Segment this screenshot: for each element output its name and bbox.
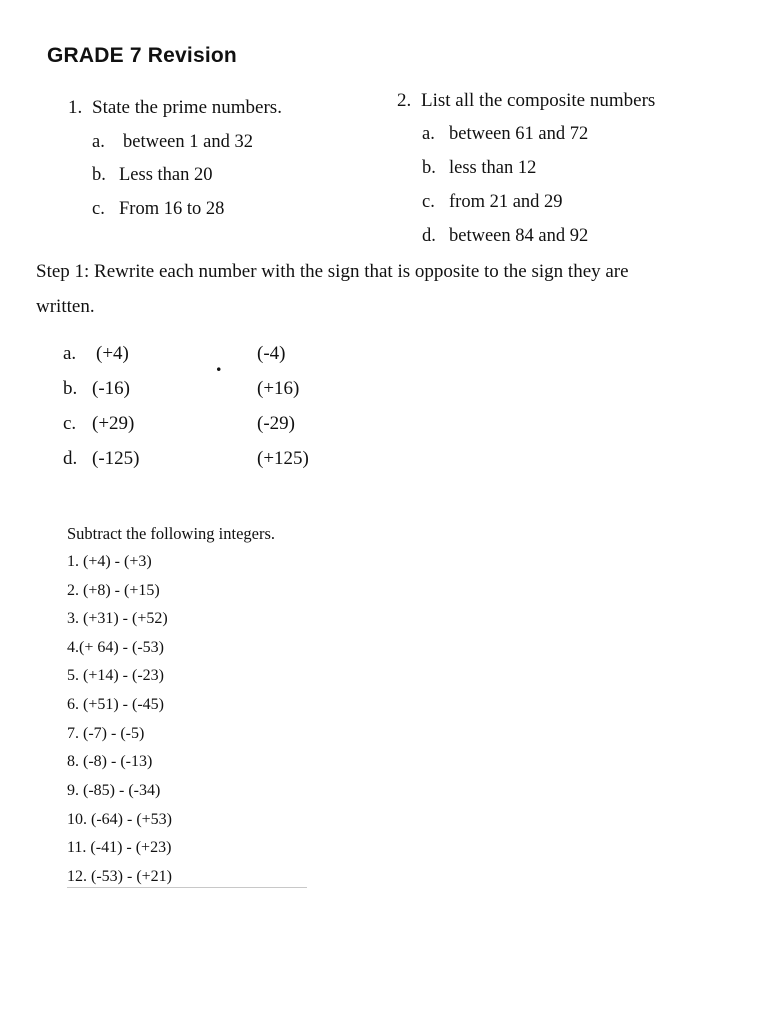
pair-b-given (63, 378, 130, 400)
pair-a-answer: (-4) (257, 343, 286, 364)
subtraction-problem-11: 11. (-41) - (+23) (67, 839, 172, 856)
subtraction-problem-2: 2. (+8) - (+15) (67, 582, 160, 599)
item-letter: b. (422, 158, 436, 178)
subtraction-problem-1: 1. (+4) - (+3) (67, 553, 152, 570)
pair-letter: d. (63, 448, 78, 469)
pair-letter: c. (63, 413, 77, 434)
item-text: between 84 and 92 (449, 226, 589, 246)
step-1-line-1: Step 1: Rewrite each number with the sign that is opposite to the sign they are (36, 261, 629, 282)
item-letter: a. (422, 124, 435, 144)
subtraction-problem-5: 5. (+14) - (-23) (67, 667, 164, 684)
pair-given-value: (+4) (96, 343, 129, 364)
page-title: GRADE 7 Revision (47, 44, 237, 67)
subtraction-problem-3: 3. (+31) - (+52) (67, 610, 168, 627)
stray-dot-mark: . (216, 351, 222, 376)
item-text: Less than 20 (119, 165, 213, 185)
question-1-number: 1. (68, 97, 83, 118)
subtraction-problem-9: 9. (-85) - (-34) (67, 782, 161, 799)
pair-a-given (63, 343, 129, 365)
item-text: From 16 to 28 (119, 199, 225, 219)
item-text: less than 12 (449, 158, 537, 178)
pair-given-value: (-16) (92, 378, 130, 399)
pair-c-given (63, 413, 134, 435)
subtraction-problem-4: 4.(+ 64) - (-53) (67, 639, 164, 656)
subtraction-problem-7: 7. (-7) - (-5) (67, 725, 145, 742)
question-2-text: List all the composite numbers (421, 90, 656, 111)
pair-b-answer: (+16) (257, 378, 300, 399)
question-1-text: State the prime numbers. (92, 97, 282, 118)
question-1-item-c (92, 199, 224, 220)
step-1-line-2: written. (36, 296, 95, 317)
question-2-item-b (422, 158, 536, 179)
question-1-item-a (92, 132, 253, 153)
item-text: from 21 and 29 (449, 192, 563, 212)
pair-c-answer: (-29) (257, 413, 295, 434)
pair-letter: a. (63, 343, 77, 364)
subtraction-problem-6: 6. (+51) - (-45) (67, 696, 164, 713)
pair-given-value: (-125) (92, 448, 140, 469)
question-1-item-b (92, 165, 213, 186)
pair-d-given (63, 448, 139, 470)
question-2-item-c (422, 192, 563, 213)
question-1-heading (68, 97, 282, 119)
item-letter: b. (92, 165, 106, 185)
section-underline (67, 887, 307, 888)
item-text: between 61 and 72 (449, 124, 589, 144)
pair-letter: b. (63, 378, 78, 399)
subtraction-problem-8: 8. (-8) - (-13) (67, 753, 153, 770)
item-text: between 1 and 32 (123, 132, 253, 152)
item-letter: c. (92, 199, 105, 219)
item-letter: a. (92, 132, 105, 152)
subtraction-problem-10: 10. (-64) - (+53) (67, 811, 172, 828)
item-letter: d. (422, 226, 436, 246)
question-2-item-a (422, 124, 588, 145)
question-2-number: 2. (397, 90, 412, 111)
subtraction-heading: Subtract the following integers. (67, 524, 276, 543)
question-2-item-d (422, 226, 588, 247)
item-letter: c. (422, 192, 435, 212)
subtraction-problem-12: 12. (-53) - (+21) (67, 868, 172, 885)
question-2-heading (397, 90, 655, 112)
pair-given-value: (+29) (92, 413, 135, 434)
pair-d-answer: (+125) (257, 448, 309, 469)
